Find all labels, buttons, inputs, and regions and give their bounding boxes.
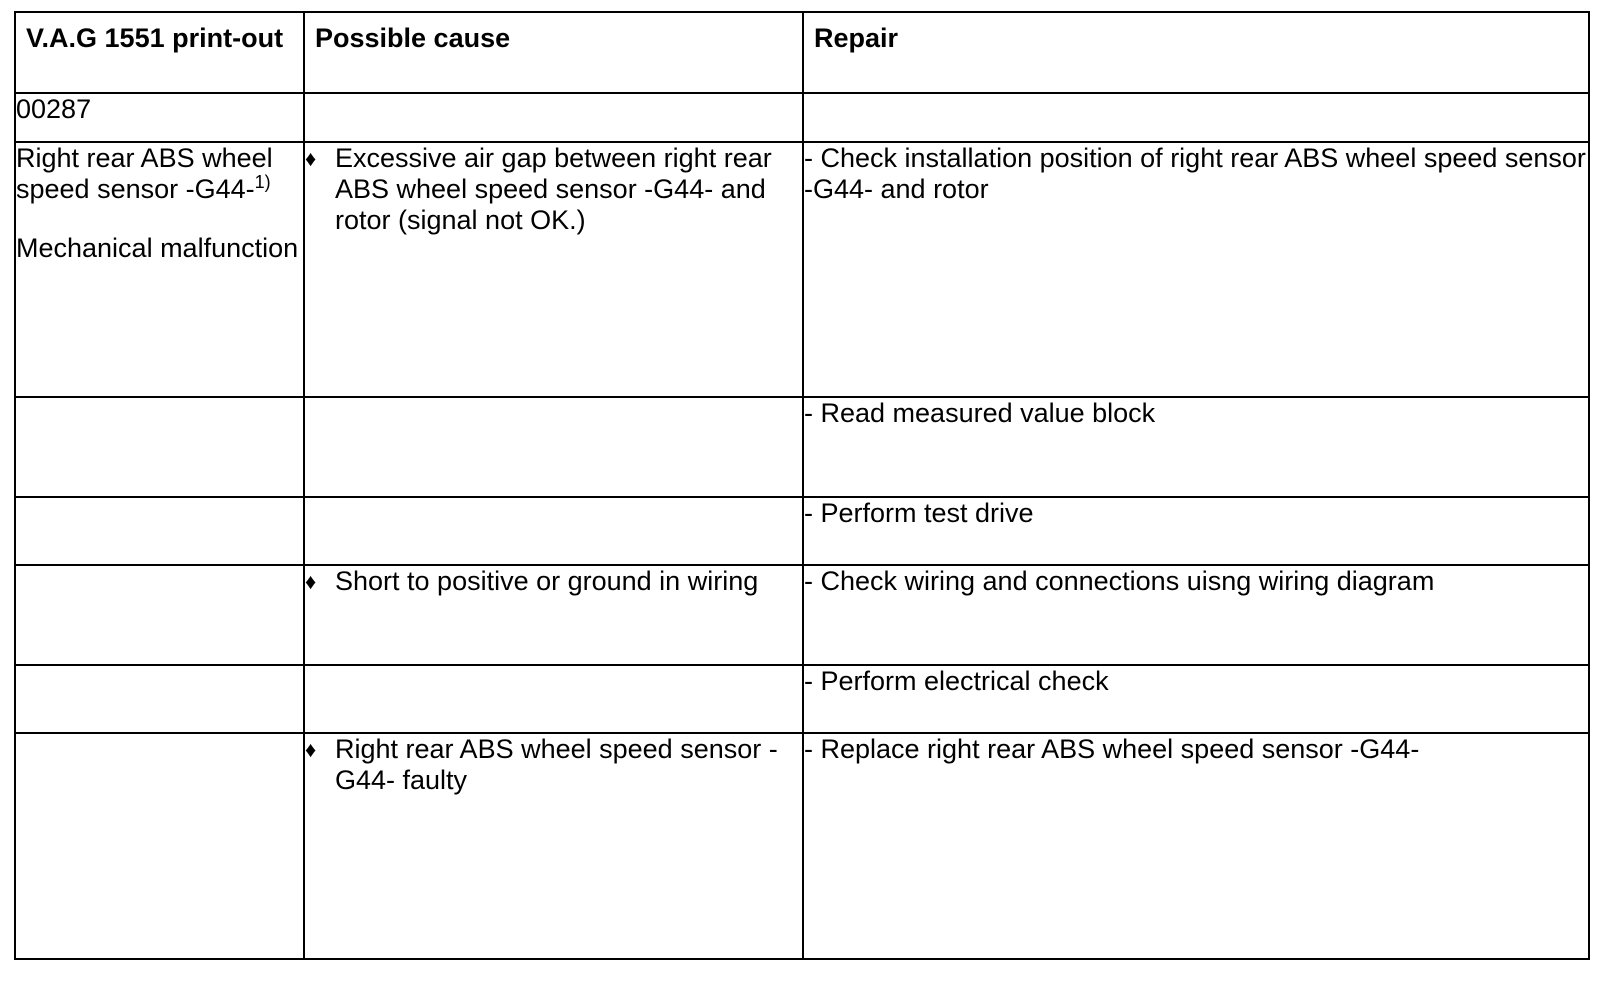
cause-cell [304,142,803,397]
empty-cell [304,497,803,565]
component-cell [15,142,304,397]
empty-cell [15,565,304,665]
diamond-bullet-icon: ♦ [305,146,317,171]
footnote-marker: 1) [254,172,271,192]
fault-code-row [15,93,1589,142]
cause-cell [304,733,803,959]
repair-cell: - Check wiring and connections uisng wiring diagram [803,565,1589,665]
repair-cell: - Check installation position of right rear ABS wheel speed sensor -G44- and rotor [803,142,1589,397]
cause-bullet-item [305,143,802,236]
empty-cell [304,397,803,497]
repair-cell: - Read measured value block [803,397,1589,497]
repair-cell: - Replace right rear ABS wheel speed sensor -G44- [803,733,1589,959]
cause-text: Short to positive or ground in wiring [335,566,759,596]
table-row [15,733,1589,959]
cause-text: Right rear ABS wheel speed sensor -G44- faulty [335,734,778,795]
empty-cell [803,93,1589,142]
cause-text: Excessive air gap between right rear ABS wheel speed sensor -G44- and rotor (signal not OK.) [335,143,772,235]
header-repair: Repair [803,12,1589,93]
table-row [15,665,1589,733]
empty-cell [304,665,803,733]
cause-bullet-item [305,734,802,796]
empty-cell [15,665,304,733]
empty-cell [15,397,304,497]
empty-cell [304,93,803,142]
table-row [15,497,1589,565]
cause-bullet-item [305,566,802,597]
table-row [15,565,1589,665]
repair-cell: - Perform test drive [803,497,1589,565]
table-row [15,142,1589,397]
header-printout: V.A.G 1551 print-out [15,12,304,93]
component-name: Right rear ABS wheel speed sensor -G44- [16,143,273,204]
cause-cell [304,565,803,665]
header-possible-cause: Possible cause [304,12,803,93]
fault-code: 00287 [15,93,304,142]
header-row [15,12,1589,93]
diamond-bullet-icon: ♦ [305,737,317,762]
diamond-bullet-icon: ♦ [305,569,317,594]
empty-cell [15,733,304,959]
table-row [15,397,1589,497]
fault-type: Mechanical malfunction [16,233,299,263]
diagnostic-table [14,11,1590,960]
empty-cell [15,497,304,565]
repair-cell: - Perform electrical check [803,665,1589,733]
